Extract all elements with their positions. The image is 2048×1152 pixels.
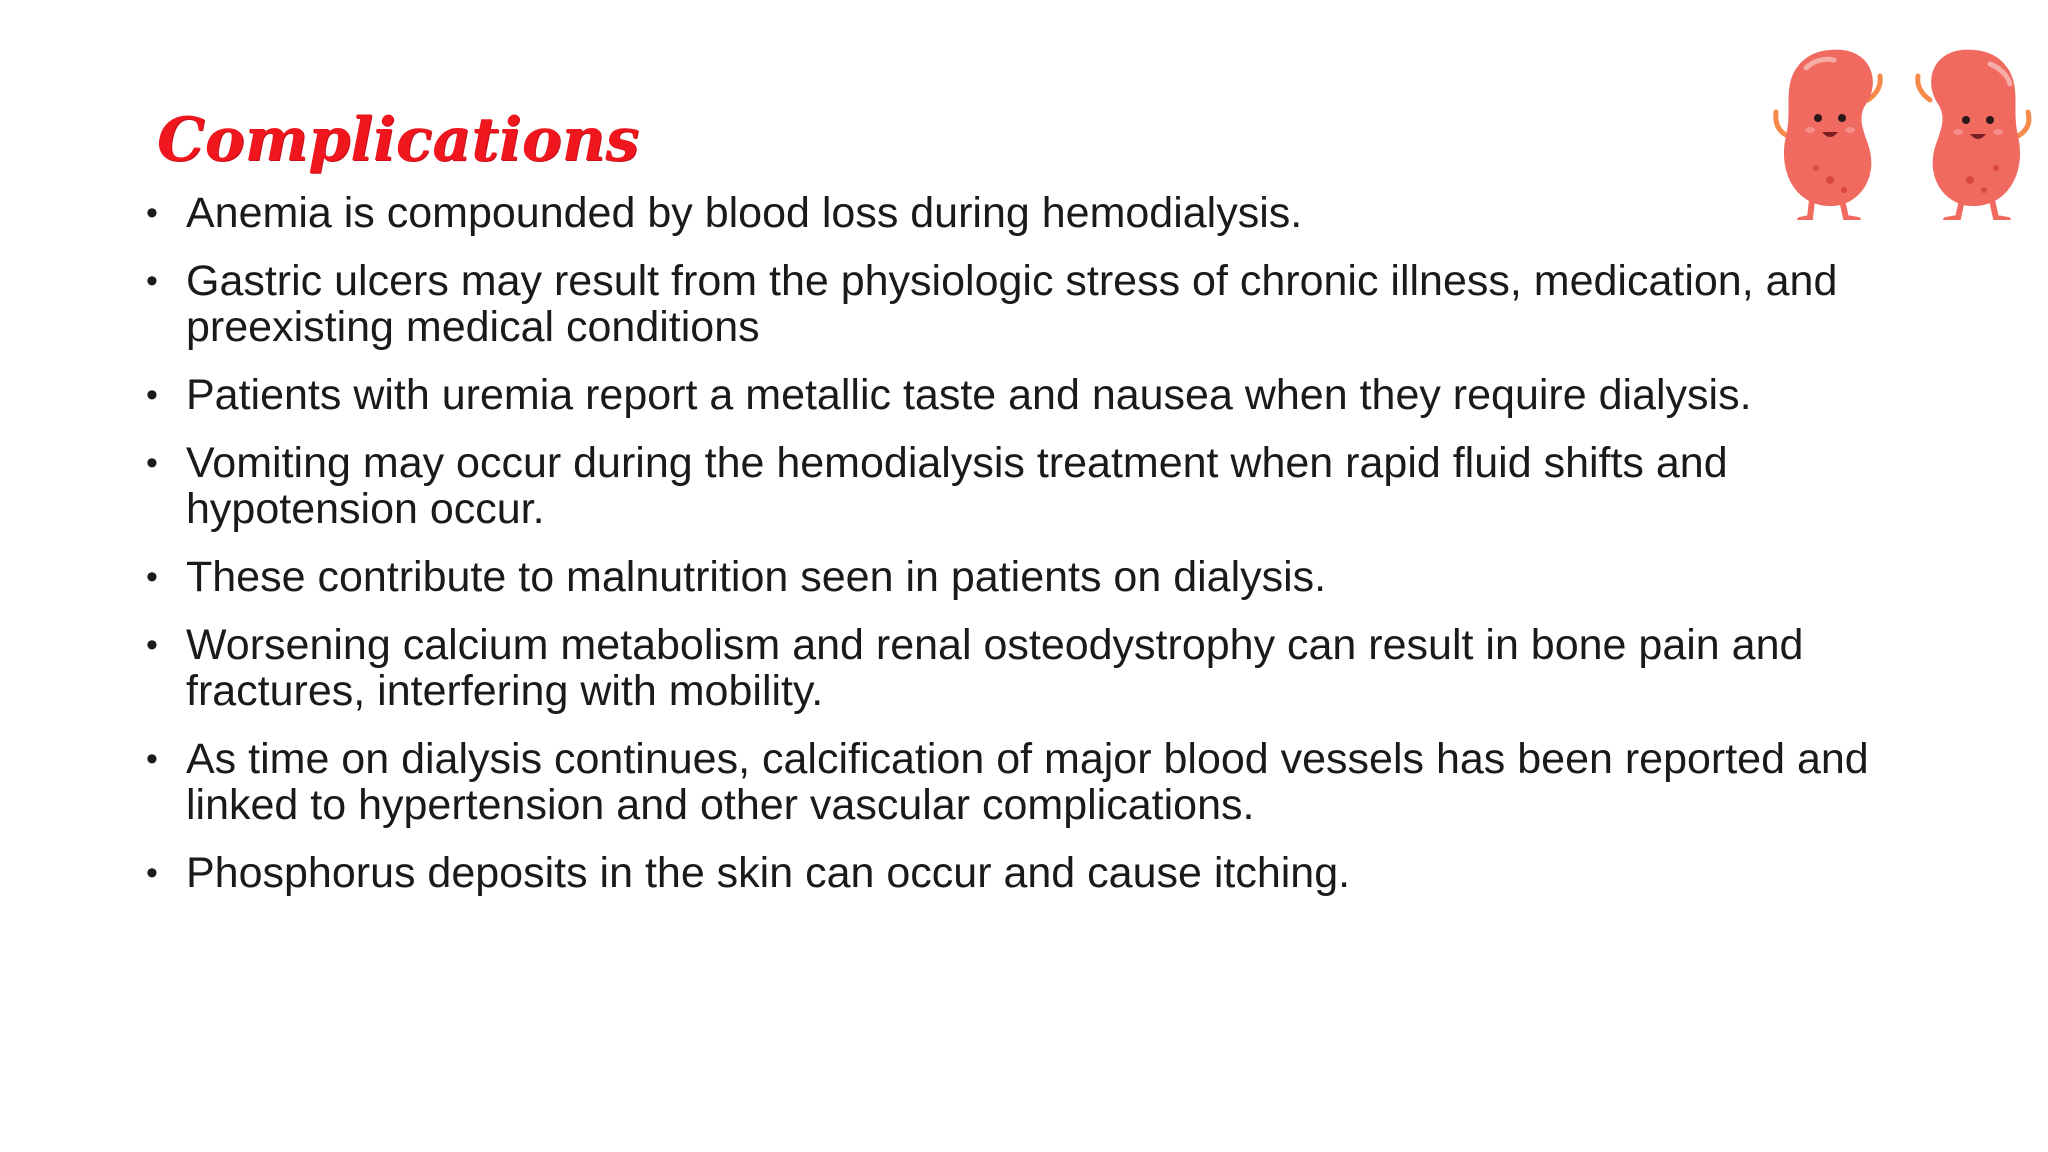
bullet-text: These contribute to malnutrition seen in patients on dialysis. — [186, 553, 1327, 601]
list-item — [146, 622, 1906, 714]
list-item — [146, 258, 1906, 350]
list-item — [146, 372, 1906, 418]
bullet-icon: • — [146, 444, 158, 482]
list-item — [146, 736, 1906, 828]
bullet-text: Patients with uremia report a metallic taste and nausea when they require dialysis. — [186, 371, 1752, 419]
bullet-text: Gastric ulcers may result from the physiologic stress of chronic illness, medication, and preexisting medical conditions — [186, 257, 1838, 351]
bullet-text: As time on dialysis continues, calcification of major blood vessels has been reported and linked to hypertension and other vascular complications. — [186, 735, 1869, 829]
bullet-icon: • — [146, 558, 158, 596]
right-kidney-icon — [1918, 50, 2029, 220]
kidney-pair-cartoon-icon — [1770, 40, 2040, 220]
list-item — [146, 440, 1906, 532]
slide-title: Complications — [157, 105, 640, 175]
bullet-icon: • — [146, 262, 158, 300]
bullet-icon: • — [146, 740, 158, 778]
bullet-text: Vomiting may occur during the hemodialysis treatment when rapid fluid shifts and hypotension occur. — [186, 439, 1728, 533]
bullet-icon: • — [146, 194, 158, 232]
list-item — [146, 850, 1906, 896]
bullet-icon: • — [146, 854, 158, 892]
bullet-icon: • — [146, 626, 158, 664]
list-item — [146, 190, 1906, 236]
bullet-text: Worsening calcium metabolism and renal osteodystrophy can result in bone pain and fractures, interfering with mobility. — [186, 621, 1804, 715]
list-item — [146, 554, 1906, 600]
bullet-icon: • — [146, 376, 158, 414]
bullet-text: Anemia is compounded by blood loss during hemodialysis. — [186, 189, 1303, 237]
bullet-list — [146, 190, 1906, 918]
left-kidney-icon — [1776, 50, 1881, 220]
bullet-text: Phosphorus deposits in the skin can occur and cause itching. — [186, 849, 1351, 897]
